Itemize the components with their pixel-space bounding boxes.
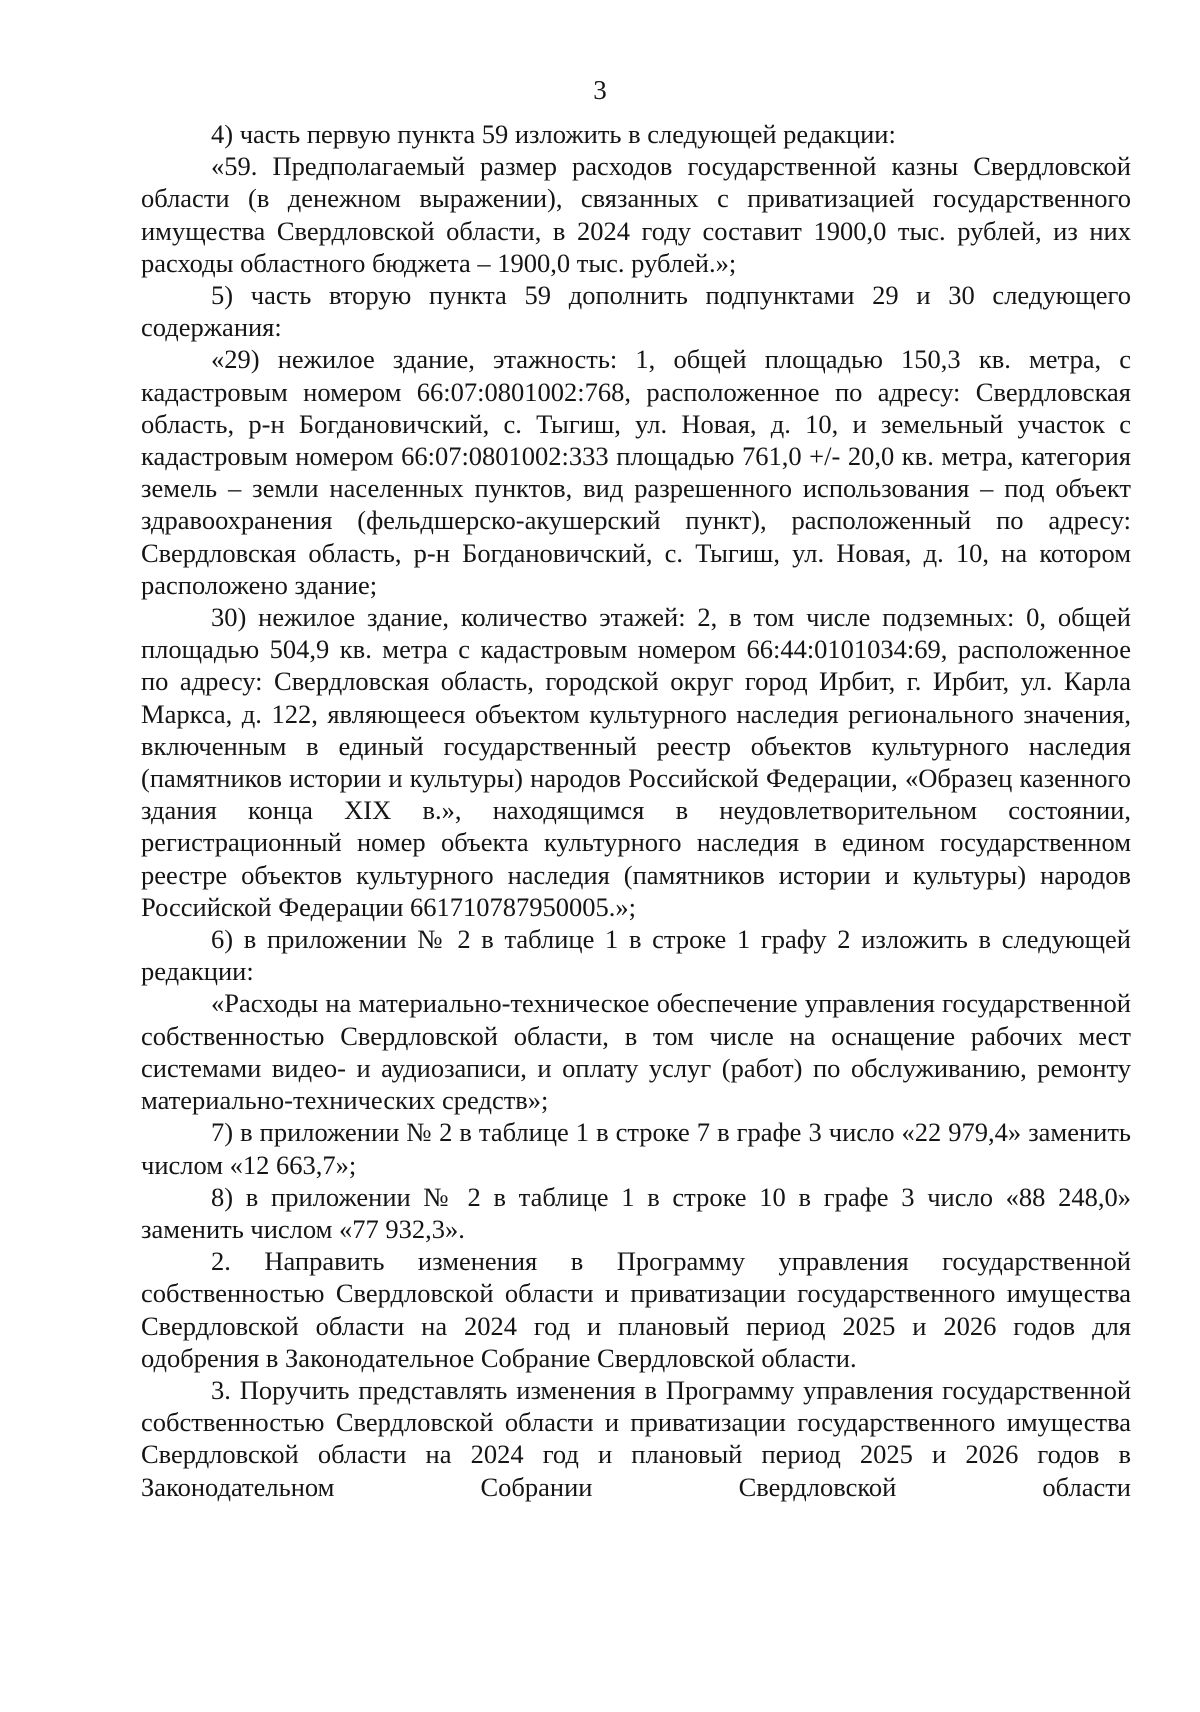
page-number: 3 xyxy=(593,75,607,105)
paragraph-subitem-29: «29) нежилое здание, этажность: 1, общей площадью 150,3 кв. метра, с кадастровым номером 66:07:0801002:768, расположенное по адресу: Свердловская область, р-н Богдановичский, с. Тыгиш, ул. Новая, д. 10, и земельный участок с кадастровым номером 66:07:0801002:333 площадью 761,0 +/- 20,0 кв. метра, категория земель – земли населенных пунктов, вид разрешенного использования – под объект здравоохранения (фельдшерско-акушерский пункт), расположенный по адресу: Свердловская область, р-н Богдановичский, с. Тыгиш, ул. Новая, д. 10, на котором расположено здание; xyxy=(141,344,1131,600)
paragraph-section-2: 2. Направить изменения в Программу управления государственной собственностью Свердловской области и приватизации государственного имущества Свердловской области на 2024 год и плановый период 2025 и 2026 годов для одобрения в Законодательное Собрание Свердловской области. xyxy=(141,1246,1131,1373)
paragraph-subitem-30: 30) нежилое здание, количество этажей: 2, в том числе подземных: 0, общей площадью 504,9 кв. метра с кадастровым номером 66:44:0101034:69, расположенное по адресу: Свердловская область, городской округ город Ирбит, г. Ирбит, ул. Карла Маркса, д. 122, являющееся объектом культурного наследия регионального значения, включенным в единый государственный реестр объектов культурного наследия (памятников истории и культуры) народов Российской Федерации, «Образец казенного здания конца XIX в.», находящимся в неудовлетворительном состоянии, регистрационный номер объекта культурного наследия в едином государственном реестре объектов культурного наследия (памятников истории и культуры) народов Российской Федерации 661710787950005.»; xyxy=(141,602,1131,922)
paragraph-expenses-quote: «Расходы на материально-техническое обеспечение управления государственной собственностью Свердловской области, в том числе на оснащение рабочих мест системами видео- и аудиозаписи, и оплату услуг (работ) по обслуживанию, ремонту материально-технических средств»; xyxy=(141,988,1131,1116)
paragraph-item-8: 8) в приложении № 2 в таблице 1 в строке 10 в графе 3 число «88 248,0» заменить числом «77 932,3». xyxy=(141,1181,1131,1244)
paragraph-item-7: 7) в приложении № 2 в таблице 1 в строке 7 в графе 3 число «22 979,4» заменить числом «12 663,7»; xyxy=(141,1117,1131,1180)
paragraph-item-4: 4) часть первую пункта 59 изложить в следующей редакции: xyxy=(211,119,896,149)
paragraph-item-6: 6) в приложении № 2 в таблице 1 в строке 1 графу 2 изложить в следующей редакции: xyxy=(141,924,1131,987)
paragraph-item-5: 5) часть вторую пункта 59 дополнить подпунктами 29 и 30 следующего содержания: xyxy=(141,280,1131,343)
document-body xyxy=(141,118,1131,1503)
paragraph-clause-59: «59. Предполагаемый размер расходов государственной казны Свердловской области (в денежном выражении), связанных с приватизацией государственного имущества Свердловской области, в 2024 году составит 1900,0 тыс. рублей, из них расходы областного бюджета – 1900,0 тыс. рублей.»; xyxy=(141,151,1131,278)
paragraph-section-3: 3. Поручить представлять изменения в Программу управления государственной собственностью Свердловской области и приватизации государственного имущества Свердловской области на 2024 год и плановый период 2025 и 2026 годов в Законодательном Собрании Свердловской области xyxy=(141,1374,1131,1502)
